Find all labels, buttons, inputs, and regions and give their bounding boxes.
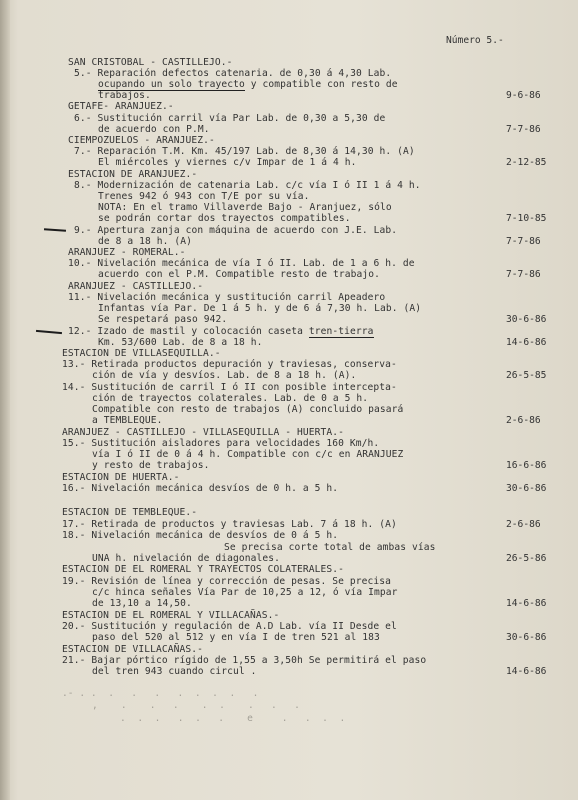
document-line (68, 247, 186, 258)
line-text: ARANJUEZ - ROMERAL.- (68, 247, 186, 258)
entry-date: 26-5-86 (506, 553, 547, 564)
document-line (62, 507, 197, 518)
line-text: ocupando un solo trayecto (98, 79, 245, 90)
line-text: vía I ó II de 0 á 4 h. Compatible con c/c en ARANJUEZ (92, 449, 404, 460)
line-text: ARANJUEZ - CASTILLEJO.- (68, 281, 204, 292)
illegible-text: .- . . . . . . . . . . (62, 688, 265, 699)
document-line (68, 258, 415, 269)
document-line (92, 404, 403, 415)
document-line (62, 644, 203, 655)
document-line (92, 632, 380, 643)
line-text: se podrán cortar dos trayectos compatibles. (98, 213, 351, 224)
line-text: 20.- Sustitución y regulación de A.D Lab. vía II Desde el (62, 621, 397, 632)
line-text: 11.- Nivelación mecánica y sustitución carril Apeadero (68, 292, 386, 303)
line-text: del tren 943 cuando circul . (92, 666, 257, 677)
line-text: 7.- Reparación T.M. Km. 45/197 Lab. de 8,30 á 14,30 h. (A) (74, 146, 415, 157)
document-line (74, 225, 397, 236)
line-text: y resto de trabajos. (92, 460, 210, 471)
document-line (68, 135, 215, 146)
line-text: ESTACION DE VILLACAÑAS.- (62, 644, 204, 655)
document-line (92, 370, 356, 381)
document-line (92, 587, 398, 598)
line-text: de 8 a 18 h. (A) (98, 236, 193, 247)
document-line (62, 655, 426, 666)
document-line (62, 530, 338, 541)
document-line (98, 236, 192, 247)
entry-date: 7-7-86 (506, 236, 541, 247)
line-text: 8.- Modernización de catenaria Lab. c/c vía I ó II 1 á 4 h. (74, 180, 421, 191)
line-text: Trenes 942 ó 943 con T/E por su vía. (98, 191, 310, 202)
line-text: ción de vía y desvíos. Lab. de 8 a 18 h. (A). (92, 370, 357, 381)
document-line (68, 326, 374, 337)
line-text: 10.- Nivelación mecánica de vía I ó II. Lab. de 1 a 6 h. de (68, 258, 415, 269)
binding-edge (0, 0, 10, 800)
document-line (68, 281, 203, 292)
entry-date: 7-10-85 (506, 213, 547, 224)
line-text: UNA h. nivelación de diagonales. (92, 553, 281, 564)
line-text: 17.- Retirada de productos y traviesas Lab. 7 á 18 h. (A) (62, 519, 397, 530)
document-line (62, 472, 180, 483)
line-text: de 13,10 a 14,50. (92, 598, 192, 609)
entry-date: 2-6-86 (506, 415, 541, 426)
line-text: 6.- Sustitución carril vía Par Lab. de 0,30 a 5,30 de (74, 113, 386, 124)
document-line (98, 314, 227, 325)
line-text: ESTACION DE EL ROMERAL Y VILLACAÑAS.- (62, 610, 280, 621)
line-text: 19.- Revisión de línea y corrección de pesas. Se precisa (62, 576, 392, 587)
document-line (92, 553, 280, 564)
entry-date: 2-6-86 (506, 519, 541, 530)
entry-date: 26-5-85 (506, 370, 547, 381)
line-text-underlined: tren-tierra (308, 326, 374, 337)
line-text-continued: y compatible con resto de (244, 79, 398, 90)
line-text: 13.- Retirada productos depuración y traviesas, conserva- (62, 359, 397, 370)
line-text: a TEMBLEQUE. (92, 415, 163, 426)
document-line (68, 101, 174, 112)
document-line (98, 191, 310, 202)
entry-date: 14-6-86 (506, 598, 547, 609)
pen-mark (44, 228, 66, 231)
document-line (98, 90, 151, 101)
document-line (74, 180, 421, 191)
line-text: 9.- Apertura zanja con máquina de acuerdo con J.E. Lab. (74, 225, 398, 236)
line-text: ción de trayectos colaterales. Lab. de 0 a 5 h. (92, 393, 369, 404)
document-line (98, 202, 392, 213)
illegible-text: , . . . . . . . . (92, 700, 300, 711)
line-text: de acuerdo con P.M. (98, 124, 210, 135)
document-line (62, 438, 379, 449)
document-line (62, 359, 397, 370)
document-line (92, 460, 210, 471)
line-text: ESTACION DE ARANJUEZ.- (68, 169, 198, 180)
document-line (62, 621, 397, 632)
document-line (92, 415, 163, 426)
entry-date: 7-7-86 (506, 124, 541, 135)
line-text: acuerdo con el P.M. Compatible resto de trabajo. (98, 269, 381, 280)
document-line (68, 57, 233, 68)
line-text: 18.- Nivelación mecánica de desvíos de 0 á 5 h. (62, 530, 339, 541)
entry-date: 14-6-86 (506, 666, 547, 677)
line-text: Se precisa corte total de ambas vías (224, 542, 436, 553)
entry-date: 9-6-86 (506, 90, 541, 101)
line-text: El miércoles y viernes c/v Impar de 1 á 4 h. (98, 157, 357, 168)
document-line (74, 113, 385, 124)
entry-date: 30-6-86 (506, 632, 547, 643)
line-text: 5.- Reparación defectos catenaria. de 0,30 á 4,30 Lab. (74, 68, 392, 79)
document-line (98, 124, 210, 135)
line-text: GETAFE- ARANJUEZ.- (68, 101, 174, 112)
line-text: trabajos. (98, 90, 151, 101)
line-text: NOTA: En el tramo Villaverde Bajo - Aranjuez, sólo (98, 202, 392, 213)
line-text: ESTACION DE HUERTA.- (62, 472, 180, 483)
document-line (92, 598, 192, 609)
line-text: CIEMPOZUELOS - ARANJUEZ.- (68, 135, 215, 146)
entry-date: 30-6-86 (506, 483, 547, 494)
document-line (74, 146, 415, 157)
page-number: Número 5.- (446, 35, 504, 46)
document-line (62, 382, 397, 393)
document-line (62, 483, 338, 494)
line-text: 12.- Izado de mastil y colocación caseta (68, 326, 309, 337)
document-line (92, 666, 257, 677)
document-line (98, 213, 351, 224)
document-line (62, 576, 391, 587)
pen-mark (36, 330, 62, 334)
entry-date: 2-12-85 (506, 157, 547, 168)
line-text: c/c hinca señales Vía Par de 10,25 a 12, ó vía Impar (92, 587, 398, 598)
document-line (68, 292, 385, 303)
line-text: 16.- Nivelación mecánica desvíos de 0 h. a 5 h. (62, 483, 339, 494)
document-line (62, 564, 344, 575)
document-line (62, 348, 221, 359)
line-text: 14.- Sustitución de carril I ó II con posible intercepta- (62, 382, 397, 393)
line-text: Se respetará paso 942. (98, 314, 228, 325)
document-line (98, 157, 357, 168)
line-text: Compatible con resto de trabajos (A) concluido pasará (92, 404, 404, 415)
line-text: SAN CRISTOBAL - CASTILLEJO.- (68, 57, 233, 68)
line-text: 21.- Bajar pórtico rígido de 1,55 a 3,50h Se permitirá el paso (62, 655, 427, 666)
line-text: ESTACION DE TEMBLEQUE.- (62, 507, 198, 518)
line-text: paso del 520 al 512 y en vía I de tren 521 al 183 (92, 632, 380, 643)
line-text: Km. 53/600 Lab. de 8 a 18 h. (98, 337, 263, 348)
line-text: Infantas vía Par. De 1 á 5 h. y de 6 á 7,30 h. Lab. (A) (98, 303, 422, 314)
document-line (62, 427, 344, 438)
line-text: ESTACION DE VILLASEQUILLA.- (62, 348, 221, 359)
document-line (98, 79, 398, 90)
line-text: ARANJUEZ - CASTILLEJO - VILLASEQUILLA - HUERTA.- (62, 427, 345, 438)
document-line (92, 393, 368, 404)
document-line (62, 519, 397, 530)
document-line (98, 337, 263, 348)
entry-date: 30-6-86 (506, 314, 547, 325)
entry-date: 16-6-86 (506, 460, 547, 471)
document-line (68, 169, 197, 180)
document-line (98, 303, 421, 314)
line-text: 15.- Sustitución aisladores para velocidades 160 Km/h. (62, 438, 380, 449)
document-line (98, 269, 380, 280)
illegible-text: . . . . . . e . . . . (120, 713, 346, 724)
entry-date: 7-7-86 (506, 269, 541, 280)
document-line (74, 68, 391, 79)
line-text: ESTACION DE EL ROMERAL Y TRAYECTOS COLATERALES.- (62, 564, 345, 575)
entry-date: 14-6-86 (506, 337, 547, 348)
document-line (92, 449, 403, 460)
document-line (62, 610, 279, 621)
document-line (224, 542, 436, 553)
